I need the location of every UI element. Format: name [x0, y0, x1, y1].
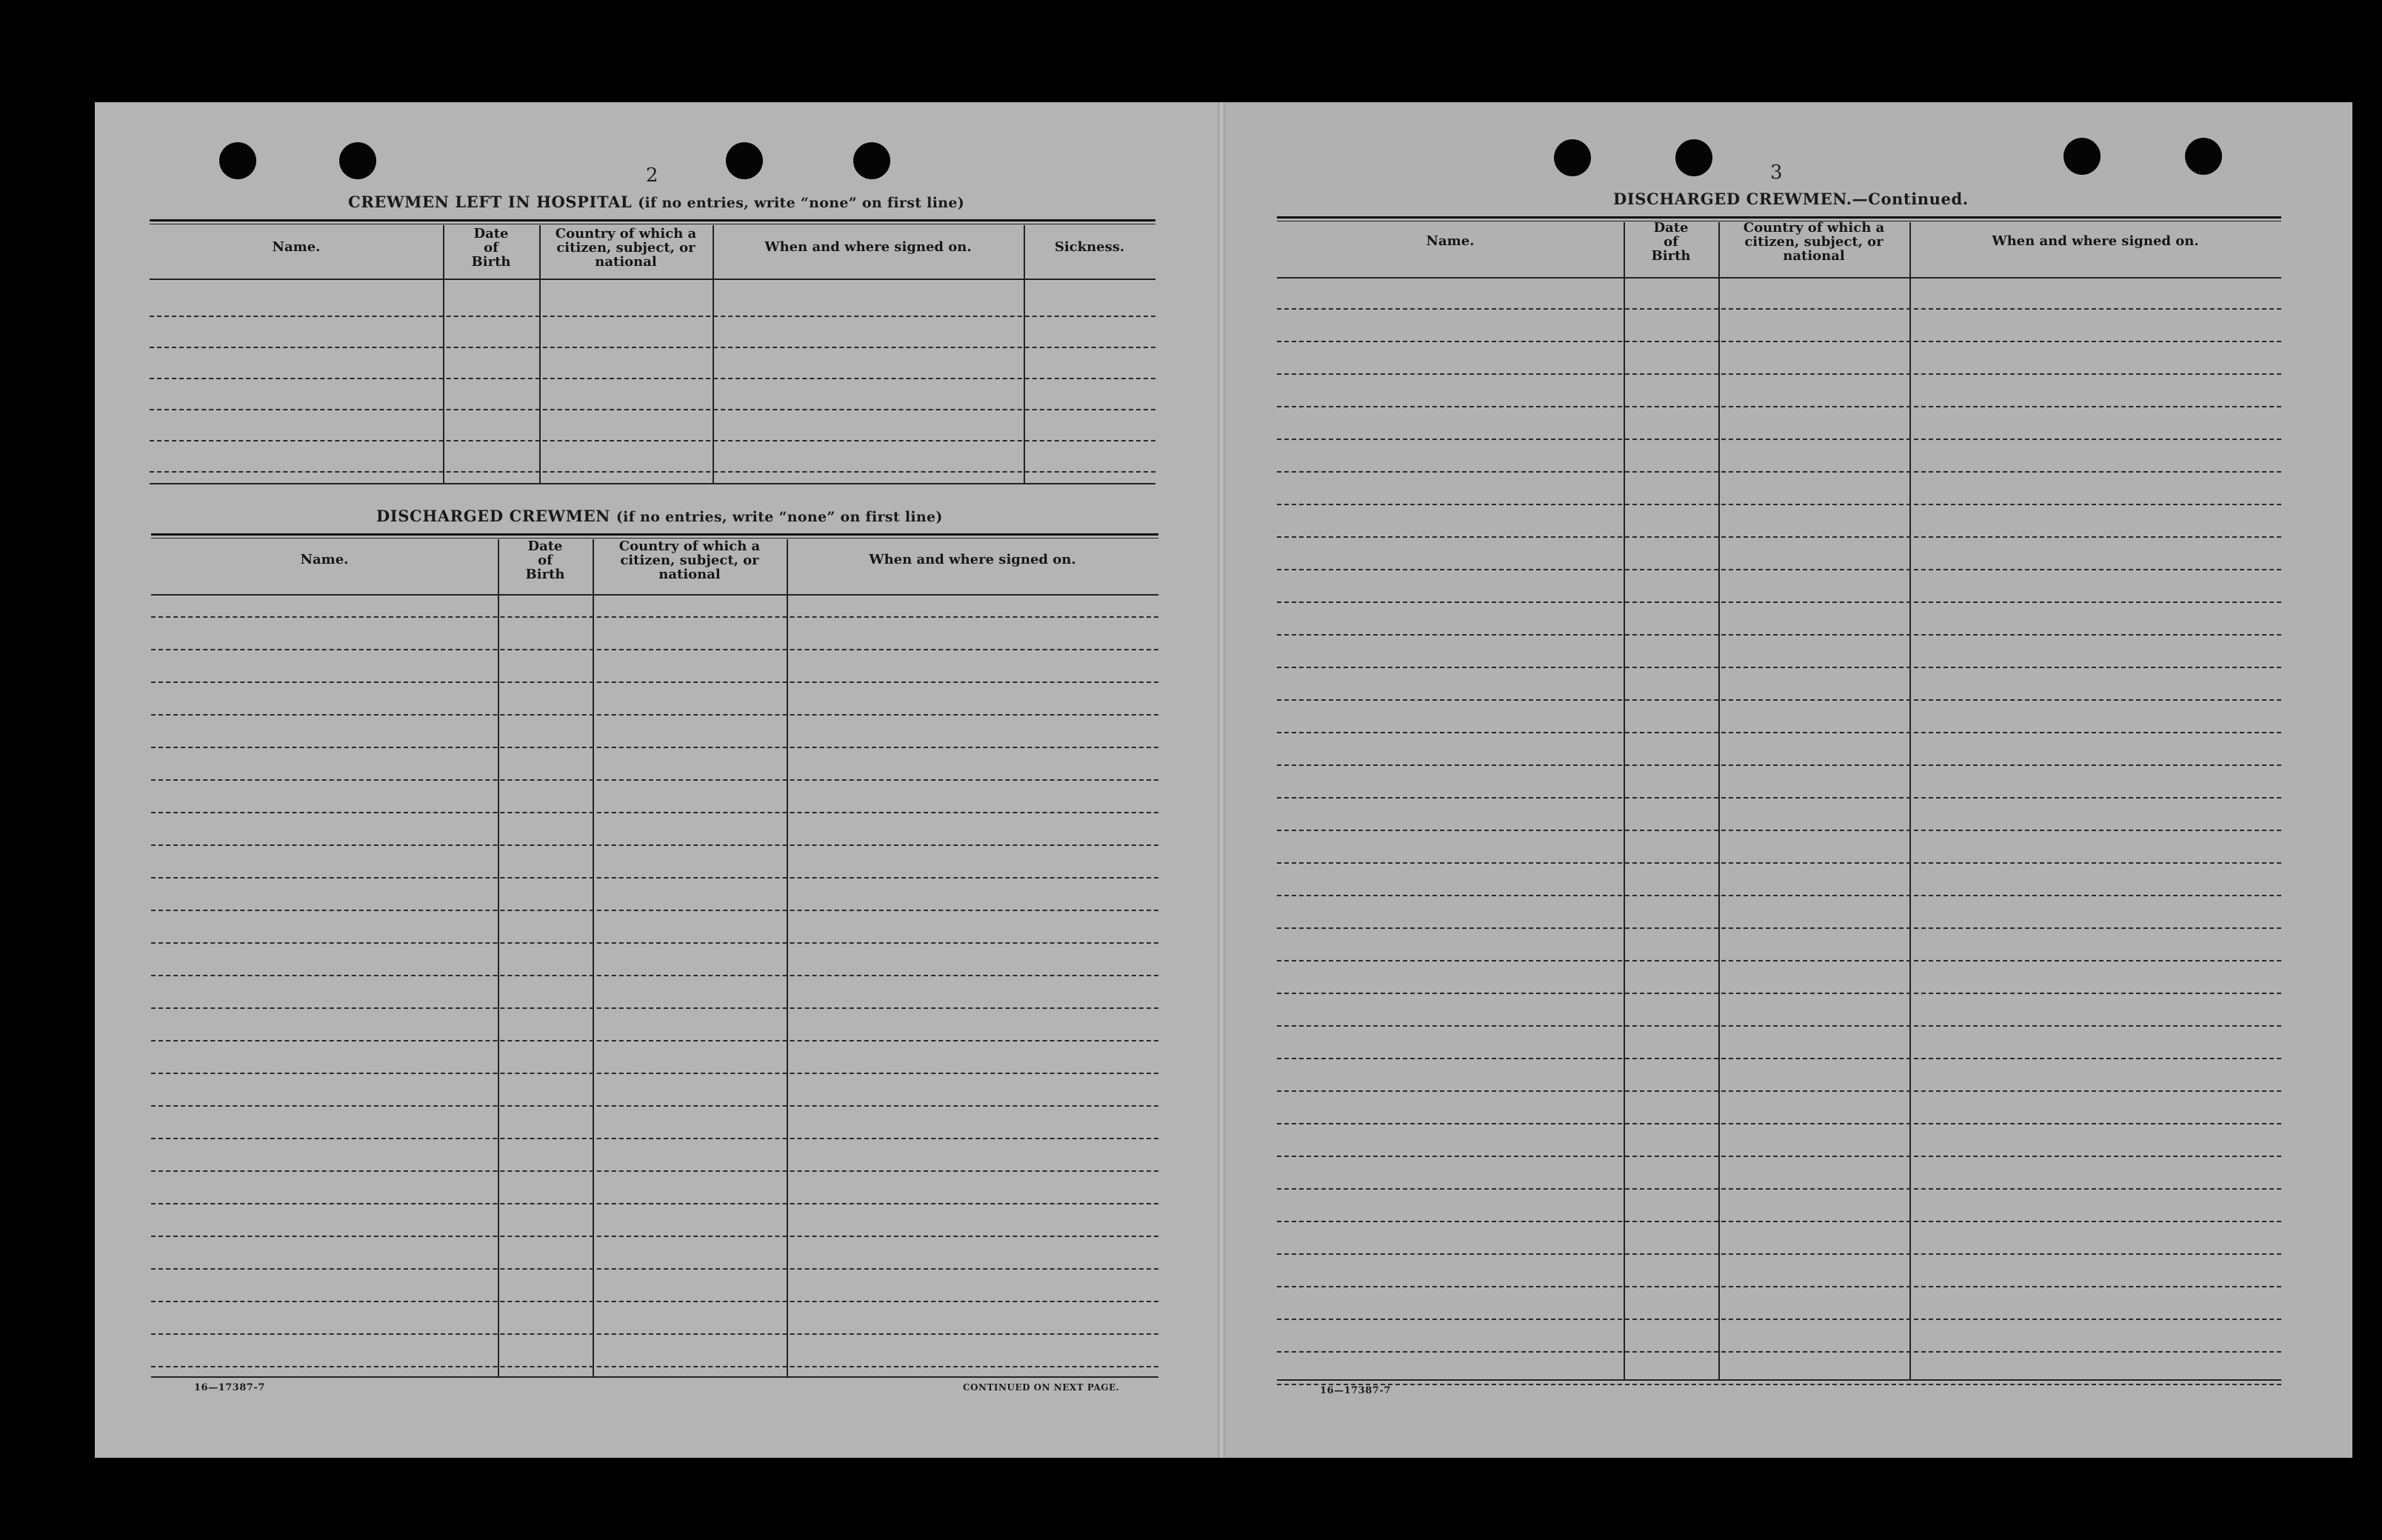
hospital-table	[150, 219, 1155, 484]
column-header-country-of-which-a-citizen-subject-or-national: Country of which a citizen, subject, or national	[1743, 220, 1885, 264]
entry-line[interactable]	[1277, 895, 2281, 896]
punch-hole	[339, 142, 376, 179]
entry-line[interactable]	[151, 1170, 1158, 1172]
entry-line[interactable]	[1277, 927, 2281, 929]
table-bottom-rule	[150, 483, 1155, 484]
column-header-name: Name.	[272, 239, 321, 255]
entry-line[interactable]	[1277, 504, 2281, 505]
entry-line[interactable]	[151, 1236, 1158, 1237]
entry-line[interactable]	[150, 378, 1155, 379]
left-form-number: 16—17387-7	[194, 1382, 265, 1393]
entry-line[interactable]	[1277, 1025, 2281, 1027]
column-divider	[1718, 222, 1720, 1381]
entry-line[interactable]	[1277, 1090, 2281, 1092]
entry-line[interactable]	[1277, 1319, 2281, 1320]
entry-line[interactable]	[1277, 601, 2281, 603]
entry-line[interactable]	[151, 1333, 1158, 1335]
column-header-when-and-where-signed-on: When and where signed on.	[764, 239, 972, 255]
punch-hole	[853, 142, 890, 179]
column-divider	[713, 225, 714, 484]
column-divider	[1909, 222, 1911, 1381]
column-header-sickness: Sickness.	[1054, 239, 1125, 255]
column-divider	[593, 539, 594, 1378]
entry-line[interactable]	[1277, 471, 2281, 473]
table-top-rule	[151, 533, 1158, 536]
entry-line[interactable]	[150, 471, 1155, 473]
entry-line[interactable]	[1277, 797, 2281, 799]
table-top-rule	[150, 219, 1155, 221]
entry-line[interactable]	[1277, 993, 2281, 994]
entry-line[interactable]	[1277, 569, 2281, 570]
entry-line[interactable]	[1277, 439, 2281, 440]
entry-line[interactable]	[151, 1138, 1158, 1139]
table-bottom-rule	[1277, 1379, 2281, 1381]
column-divider	[1024, 225, 1025, 484]
entry-line[interactable]	[151, 1301, 1158, 1302]
entry-line[interactable]	[151, 1105, 1158, 1107]
entry-line[interactable]	[151, 942, 1158, 944]
entry-line[interactable]	[1277, 1123, 2281, 1124]
entry-line[interactable]	[150, 316, 1155, 317]
punch-hole	[1675, 139, 1712, 176]
discharged-title-note: (if no entries, write “none” on first line)	[615, 509, 943, 525]
entry-line[interactable]	[1277, 732, 2281, 733]
column-header-name: Name.	[300, 552, 349, 567]
entry-line[interactable]	[1277, 960, 2281, 961]
entry-line[interactable]	[1277, 1253, 2281, 1255]
punch-hole	[1554, 139, 1591, 176]
right-form-number: 16—17387-7	[1320, 1385, 1391, 1396]
column-divider	[1624, 222, 1625, 1381]
right-page-number: 3	[1770, 161, 1783, 184]
continued-note: CONTINUED ON NEXT PAGE.	[963, 1382, 1120, 1393]
entry-line[interactable]	[151, 1073, 1158, 1074]
entry-line[interactable]	[1277, 308, 2281, 310]
entry-line[interactable]	[1277, 341, 2281, 342]
entry-line[interactable]	[151, 812, 1158, 813]
entry-line[interactable]	[1277, 1384, 2281, 1385]
column-divider	[787, 539, 788, 1378]
entry-line[interactable]	[151, 1040, 1158, 1041]
column-header-when-and-where-signed-on: When and where signed on.	[869, 552, 1076, 567]
entry-line[interactable]	[150, 347, 1155, 348]
column-header-name: Name.	[1426, 233, 1475, 249]
hospital-title-note: (if no entries, write “none” on first line)	[638, 195, 965, 211]
column-header-when-and-where-signed-on: When and where signed on.	[1992, 233, 2199, 249]
entry-line[interactable]	[1277, 1058, 2281, 1059]
discharged-continued-title: DISCHARGED CREWMEN.—Continued.	[1613, 190, 1969, 208]
discharged-section-title	[376, 507, 943, 525]
entry-line[interactable]	[151, 975, 1158, 976]
column-header-date-of-birth: Date of Birth	[1651, 220, 1691, 264]
entry-line[interactable]	[151, 714, 1158, 716]
table-top-rule	[1277, 216, 2281, 219]
entry-line[interactable]	[151, 1366, 1158, 1367]
entry-line[interactable]	[151, 616, 1158, 618]
column-divider	[498, 539, 499, 1378]
header-bottom-rule	[150, 279, 1155, 280]
entry-line[interactable]	[151, 1268, 1158, 1270]
entry-line[interactable]	[151, 1203, 1158, 1204]
entry-line[interactable]	[1277, 406, 2281, 407]
entry-line[interactable]	[151, 747, 1158, 748]
punch-hole	[726, 142, 763, 179]
hospital-title-text: CREWMEN LEFT IN HOSPITAL	[348, 193, 633, 211]
column-header-country-of-which-a-citizen-subject-or-national: Country of which a citizen, subject, or national	[618, 539, 761, 582]
entry-line[interactable]	[151, 877, 1158, 879]
header-bottom-rule	[151, 594, 1158, 596]
punch-hole	[219, 142, 256, 179]
entry-line[interactable]	[150, 440, 1155, 441]
column-header-country-of-which-a-citizen-subject-or-national: Country of which a citizen, subject, or national	[555, 226, 697, 270]
header-bottom-rule	[1277, 277, 2281, 279]
left-page-number: 2	[646, 164, 658, 187]
entry-line[interactable]	[150, 409, 1155, 410]
entry-line[interactable]	[1277, 634, 2281, 636]
entry-line[interactable]	[1277, 536, 2281, 538]
entry-line[interactable]	[1277, 1156, 2281, 1157]
entry-line[interactable]	[151, 844, 1158, 846]
entry-line[interactable]	[1277, 862, 2281, 864]
discharged-table	[151, 533, 1158, 1378]
entry-line[interactable]	[151, 1007, 1158, 1009]
entry-line[interactable]	[1277, 1286, 2281, 1287]
entry-line[interactable]	[1277, 1351, 2281, 1353]
discharged-continued-table	[1277, 216, 2281, 1381]
entry-line[interactable]	[1277, 373, 2281, 375]
column-header-date-of-birth: Date of Birth	[471, 226, 511, 270]
entry-line[interactable]	[1277, 1188, 2281, 1190]
entry-line[interactable]	[151, 681, 1158, 683]
column-header-date-of-birth: Date of Birth	[525, 539, 565, 582]
column-divider	[443, 225, 444, 484]
entry-line[interactable]	[1277, 699, 2281, 701]
column-divider	[539, 225, 541, 484]
punch-hole	[2185, 138, 2222, 175]
table-bottom-rule	[151, 1376, 1158, 1378]
punch-hole	[2064, 138, 2101, 175]
entry-line[interactable]	[151, 910, 1158, 911]
hospital-section-title	[348, 193, 964, 211]
entry-line[interactable]	[1277, 667, 2281, 668]
page-fold	[1218, 102, 1225, 1458]
discharged-title-text: DISCHARGED CREWMEN	[376, 507, 610, 525]
entry-line[interactable]	[151, 779, 1158, 781]
entry-line[interactable]	[1277, 830, 2281, 831]
entry-line[interactable]	[151, 649, 1158, 650]
entry-line[interactable]	[1277, 1221, 2281, 1222]
entry-line[interactable]	[1277, 764, 2281, 766]
